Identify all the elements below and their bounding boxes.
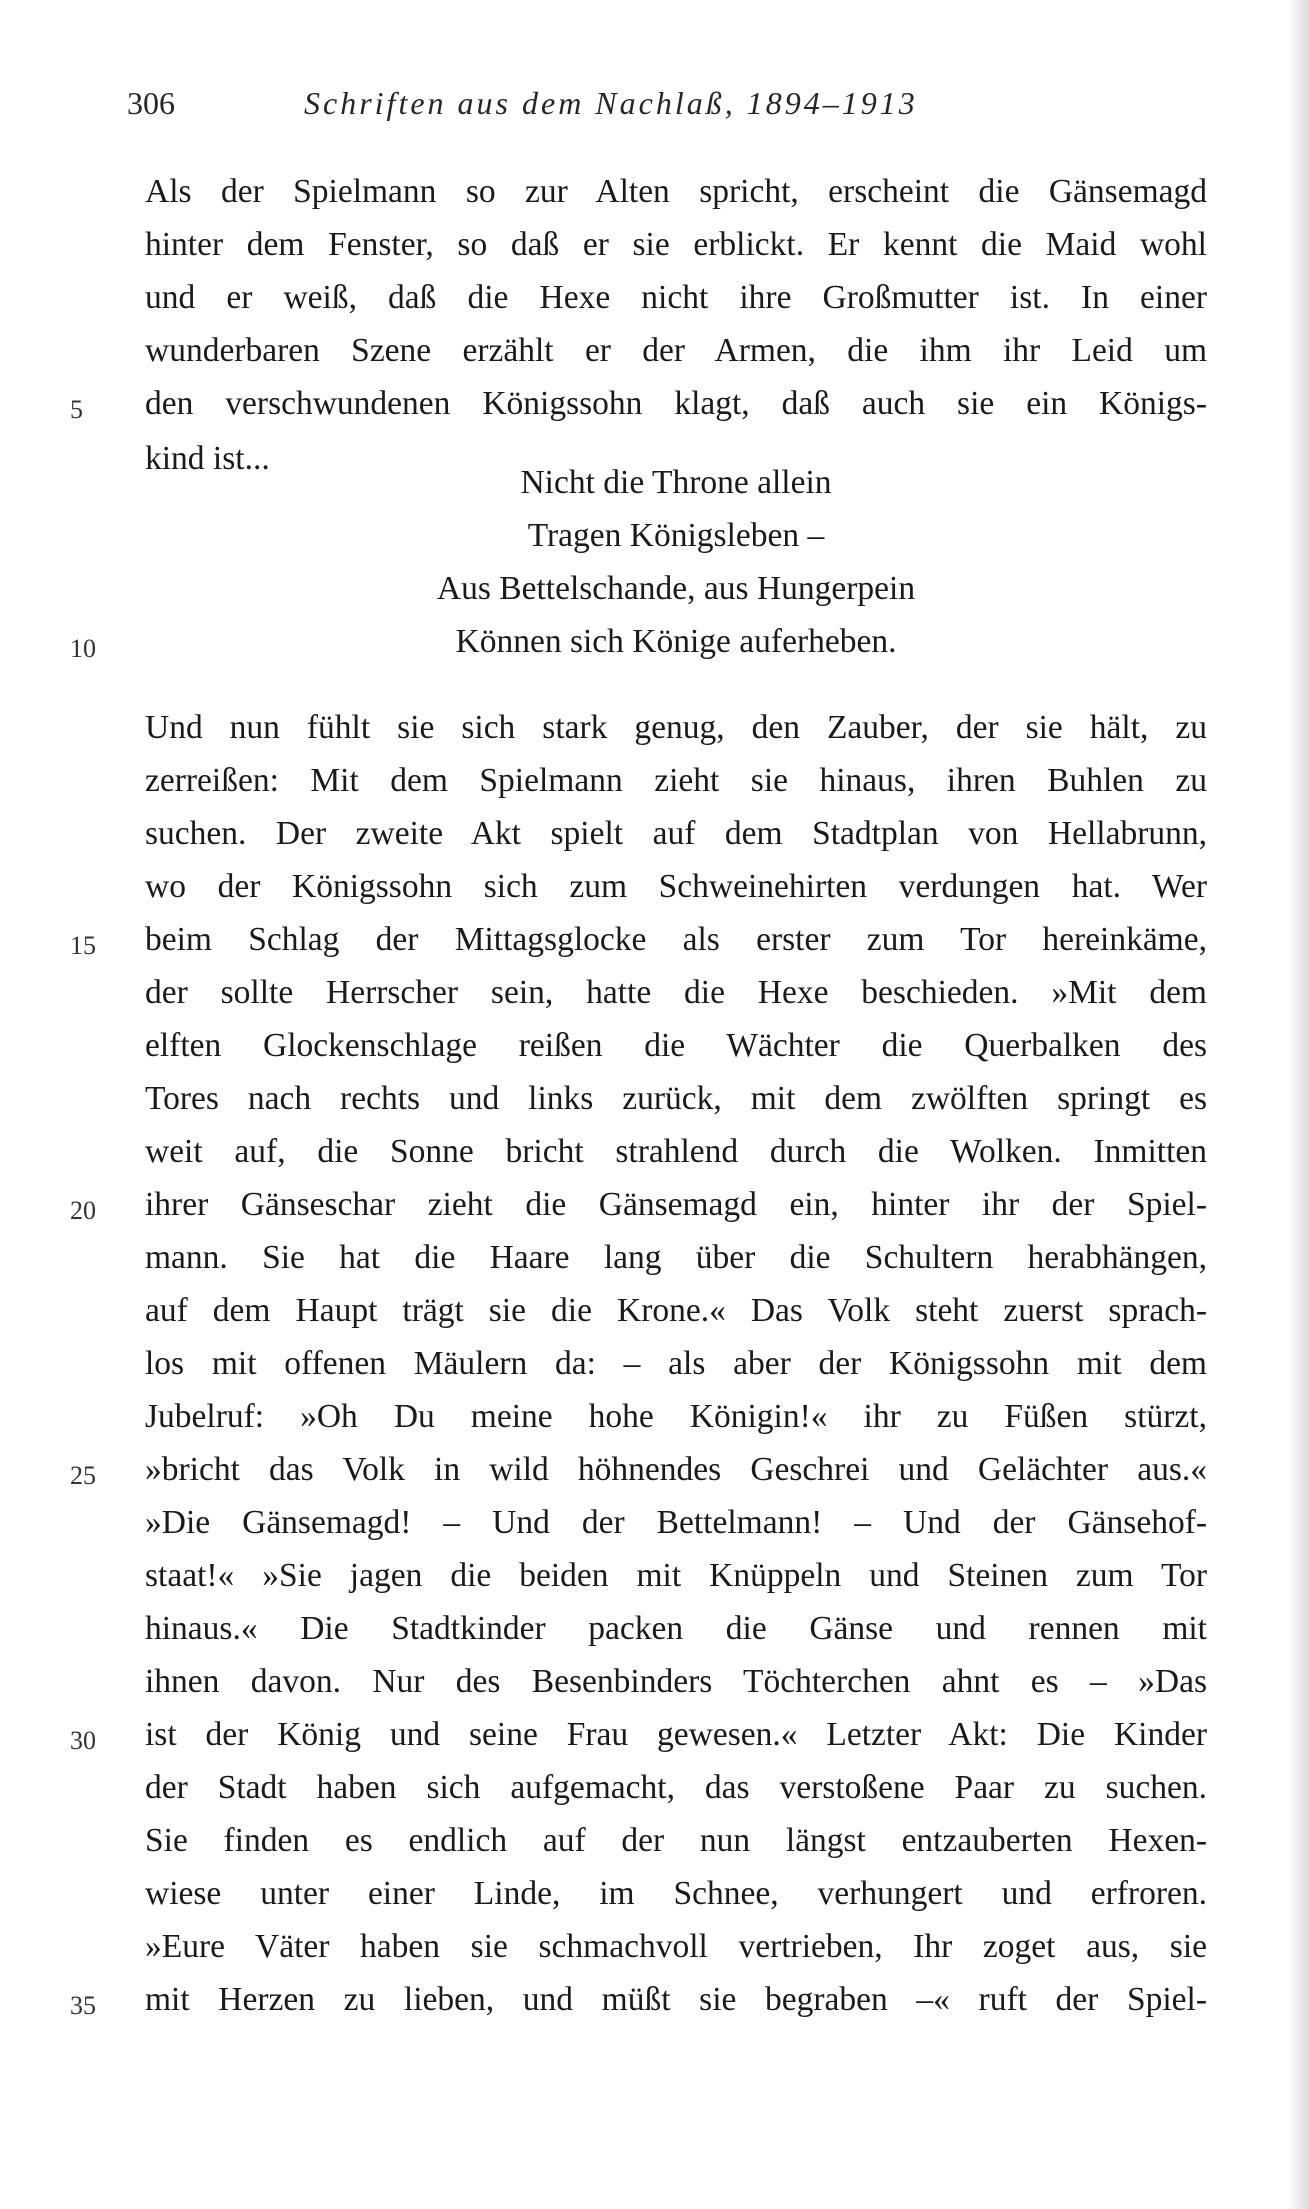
text-line: ihrer Gänseschar zieht die Gänsemagd ein, hinter ihr der Spiel- xyxy=(145,1186,1207,1223)
text-line: beim Schlag der Mittagsglocke als erster zum Tor hereinkäme, xyxy=(145,921,1207,958)
text-line: »Eure Väter haben sie schmachvoll vertrieben, Ihr zoget aus, sie xyxy=(145,1928,1207,1965)
text-line: wo der Königssohn sich zum Schweinehirten verdungen hat. Wer xyxy=(145,868,1207,905)
verse-line: Tragen Königsleben – xyxy=(527,517,825,554)
text-line: »Die Gänsemagd! – Und der Bettelmann! – Und der Gänsehof- xyxy=(145,1504,1207,1541)
text-line: Jubelruf: »Oh Du meine hohe Königin!« ihr zu Füßen stürzt, xyxy=(145,1398,1207,1435)
text-line: kind ist... xyxy=(145,440,270,477)
text-line: Als der Spielmann so zur Alten spricht, erscheint die Gänsemagd xyxy=(145,173,1207,210)
text-line: wunderbaren Szene erzählt er der Armen, die ihm ihr Leid um xyxy=(145,332,1207,369)
text-line: Tores nach rechts und links zurück, mit dem zwölften springt es xyxy=(145,1080,1207,1117)
verse-line: Aus Bettelschande, aus Hungerpein xyxy=(436,570,916,607)
running-title: Schriften aus dem Nachlaß, 1894–1913 xyxy=(304,85,918,121)
text-line: mann. Sie hat die Haare lang über die Schultern herabhängen, xyxy=(145,1239,1207,1276)
text-line: den verschwundenen Königssohn klagt, daß auch sie ein Königs- xyxy=(145,385,1207,422)
line-number: 20 xyxy=(70,1196,96,1225)
text-line: elften Glockenschlage reißen die Wächter die Querbalken des xyxy=(145,1027,1207,1064)
text-line: suchen. Der zweite Akt spielt auf dem Stadtplan von Hellabrunn, xyxy=(145,815,1207,852)
text-line: auf dem Haupt trägt sie die Krone.« Das Volk steht zuerst sprach- xyxy=(145,1292,1207,1329)
page-edge-shadow xyxy=(1287,0,1309,2209)
line-number: 35 xyxy=(70,1991,96,2020)
text-line: staat!« »Sie jagen die beiden mit Knüppeln und Steinen zum Tor xyxy=(145,1557,1207,1594)
text-line: ihnen davon. Nur des Besenbinders Töchterchen ahnt es – »Das xyxy=(145,1663,1207,1700)
line-number: 5 xyxy=(70,395,83,424)
text-line: mit Herzen zu lieben, und müßt sie begraben –« ruft der Spiel- xyxy=(145,1981,1207,2018)
text-line: Und nun fühlt sie sich stark genug, den Zauber, der sie hält, zu xyxy=(145,709,1207,746)
text-line: hinter dem Fenster, so daß er sie erblickt. Er kennt die Maid wohl xyxy=(145,226,1207,263)
line-number: 25 xyxy=(70,1461,96,1490)
text-line: hinaus.« Die Stadtkinder packen die Gänse und rennen mit xyxy=(145,1610,1207,1647)
text-line: los mit offenen Mäulern da: – als aber der Königssohn mit dem xyxy=(145,1345,1207,1382)
line-number: 15 xyxy=(70,931,96,960)
text-line: und er weiß, daß die Hexe nicht ihre Großmutter ist. In einer xyxy=(145,279,1207,316)
text-line: Sie finden es endlich auf der nun längst entzauberten Hexen- xyxy=(145,1822,1207,1859)
verse-line: Können sich Könige auferheben. xyxy=(455,623,897,660)
text-line: »bricht das Volk in wild höhnendes Geschrei und Gelächter aus.« xyxy=(145,1451,1207,1488)
text-line: weit auf, die Sonne bricht strahlend durch die Wolken. Inmitten xyxy=(145,1133,1207,1170)
text-line: zerreißen: Mit dem Spielmann zieht sie hinaus, ihren Buhlen zu xyxy=(145,762,1207,799)
line-number: 30 xyxy=(70,1726,96,1755)
text-line: der sollte Herrscher sein, hatte die Hexe beschieden. »Mit dem xyxy=(145,974,1207,1011)
text-line: ist der König und seine Frau gewesen.« Letzter Akt: Die Kinder xyxy=(145,1716,1207,1753)
text-line: wiese unter einer Linde, im Schnee, verhungert und erfroren. xyxy=(145,1875,1207,1912)
page-number: 306 xyxy=(127,85,175,121)
text-line: der Stadt haben sich aufgemacht, das verstoßene Paar zu suchen. xyxy=(145,1769,1207,1806)
verse-line: Nicht die Throne allein xyxy=(520,464,832,501)
line-number: 10 xyxy=(70,634,96,663)
